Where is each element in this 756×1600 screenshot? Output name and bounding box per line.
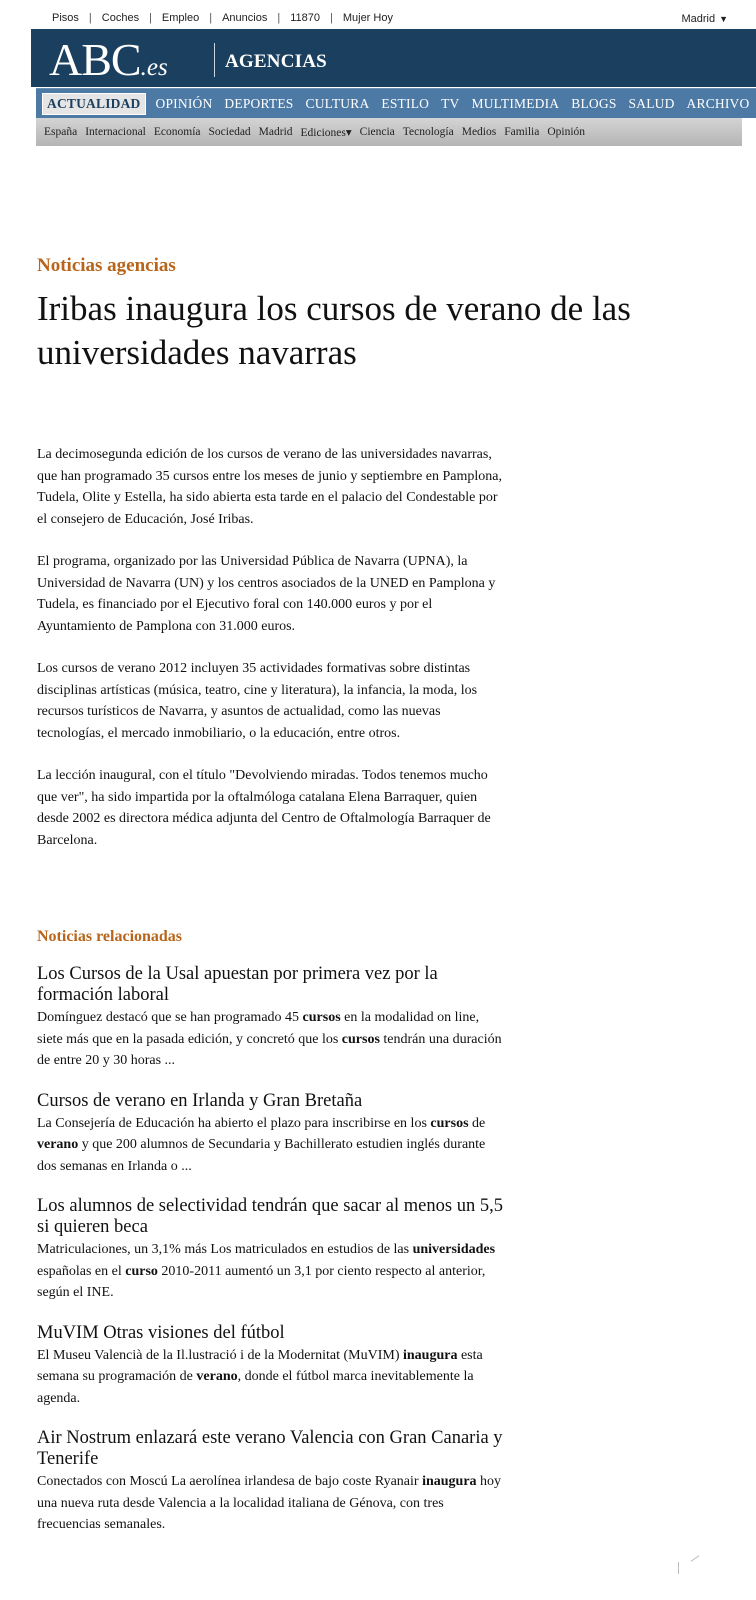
top-link-11870[interactable]: 11870	[290, 12, 320, 24]
divider: |	[329, 12, 333, 24]
top-link-mujer-hoy[interactable]: Mujer Hoy	[342, 12, 393, 24]
related-headline-link[interactable]: Los alumnos de selectividad tendrán que sacar al menos un 5,5 si quieren beca	[37, 1196, 503, 1237]
subnav-item-sociedad[interactable]: Sociedad	[208, 126, 251, 138]
article-paragraph: La lección inaugural, con el título "Devolviendo miradas. Todos tenemos mucho que ver", ha sido impartida por la oftalmóloga catalana Elena Barraquer, quien desde 2002 es directora médica adjunta del Centro de Oftalmología Barraquer de Barcelona.	[37, 768, 491, 848]
snippet-text: , donde el fútbol marca inevitablemente la agenda.	[37, 1369, 474, 1406]
subnav-item-madrid[interactable]: Madrid	[258, 126, 293, 138]
related-item	[37, 1196, 507, 1304]
subnav-item-ediciones[interactable]: Ediciones▾	[300, 127, 352, 139]
snippet-text: españolas en el	[37, 1263, 126, 1279]
nav-item-actualidad[interactable]: ACTUALIDAD	[42, 93, 146, 115]
highlighted-keyword: universidades	[412, 1242, 496, 1257]
related-snippet	[37, 1239, 507, 1304]
snippet-text: tendrán una duración de entre 20 y 30 horas ...	[37, 1031, 502, 1068]
highlighted-keyword: verano	[37, 1137, 79, 1152]
related-snippet	[37, 1113, 507, 1178]
snippet-text: hoy una nueva ruta desde Valencia a la localidad italiana de Génova, con tres frecuencias semanales.	[37, 1474, 502, 1532]
snippet-text: Matriculaciones, un 3,1% más Los matriculados en estudios de las	[37, 1242, 413, 1257]
article-body	[37, 444, 507, 872]
related-news-list	[37, 964, 507, 1555]
main-nav	[36, 88, 756, 118]
masthead	[31, 29, 756, 87]
resize-grip-mark	[691, 1555, 700, 1562]
snippet-text: La Consejería de Educación ha abierto el plazo para inscribirse en los	[37, 1115, 431, 1131]
related-headline-link[interactable]: MuVIM Otras visiones del fútbol	[37, 1322, 285, 1343]
related-headline-link[interactable]: Cursos de verano en Irlanda y Gran Bretaña	[37, 1090, 363, 1111]
region-label: Madrid	[681, 13, 716, 25]
top-link-anuncios[interactable]: Anuncios	[222, 12, 268, 24]
highlighted-keyword: cursos	[341, 1031, 380, 1047]
subnav-item-economia[interactable]: Economía	[153, 126, 201, 138]
related-item	[37, 1428, 507, 1536]
article-kicker: Noticias agencias	[37, 255, 176, 276]
nav-item-archivo[interactable]: ARCHIVO	[686, 95, 750, 111]
subnav-item-tecnologia[interactable]: Tecnología	[402, 126, 454, 138]
subnav-item-ciencia[interactable]: Ciencia	[359, 126, 395, 138]
highlighted-keyword: inaugura	[422, 1474, 477, 1489]
snippet-text: El Museu Valencià de la Il.lustració i de la Modernitat (MuVIM)	[37, 1347, 403, 1363]
snippet-text: y que 200 alumnos de Secundaria y Bachillerato estudien inglés durante dos semanas en Irlanda o ...	[37, 1137, 486, 1174]
logo-suffix: .es	[140, 54, 168, 81]
top-link-empleo[interactable]: Empleo	[161, 12, 200, 24]
highlighted-keyword: curso	[125, 1263, 158, 1279]
snippet-text: Domínguez destacó que se han programado 45	[37, 1010, 303, 1025]
nav-item-salud[interactable]: SALUD	[628, 95, 675, 111]
resize-grip-mark	[678, 1562, 679, 1574]
article-headline: Iribas inaugura los cursos de verano de las universidades navarras	[37, 289, 631, 372]
nav-item-cultura[interactable]: CULTURA	[305, 95, 370, 111]
related-snippet	[37, 1345, 507, 1410]
divider: |	[149, 12, 152, 24]
article-paragraph: La decimosegunda edición de los cursos de verano de las universidades navarras, que han programado 35 cursos entre los meses de junio y septiembre en Pamplona, Tudela, Olite y Estella, ha sido abierta esta tarde en el palacio del Condestable por el consejero de Educación, José Iribas.	[37, 447, 502, 527]
nav-item-opinion[interactable]: OPINIÓN	[155, 95, 213, 111]
nav-item-deportes[interactable]: DEPORTES	[224, 95, 294, 111]
related-news-title: Noticias relacionadas	[37, 928, 183, 945]
snippet-text: 2010-2011 aumentó un 3,1 por ciento respecto al anterior, según el INE.	[37, 1263, 486, 1300]
logo-main: ABC	[49, 34, 141, 85]
nav-item-estilo[interactable]: ESTILO	[381, 95, 430, 111]
masthead-divider	[214, 43, 215, 77]
subnav-item-familia[interactable]: Familia	[504, 126, 540, 138]
subnav-item-opinion[interactable]: Opinión	[547, 126, 586, 138]
chevron-down-icon: ▼	[719, 14, 728, 24]
section-title[interactable]: AGENCIAS	[225, 51, 327, 72]
top-link-coches[interactable]: Coches	[101, 12, 140, 24]
top-link-pisos[interactable]: Pisos	[52, 12, 79, 24]
snippet-text: esta semana su programación de	[37, 1347, 483, 1384]
divider: |	[209, 12, 213, 24]
highlighted-keyword: cursos	[302, 1010, 341, 1025]
subnav-item-internacional[interactable]: Internacional	[85, 126, 146, 138]
region-selector[interactable]	[681, 13, 728, 25]
sub-nav	[36, 118, 742, 146]
related-headline-link[interactable]: Los Cursos de la Usal apuestan por primera vez por la formación laboral	[37, 964, 438, 1005]
snippet-text: en la modalidad on line, siete más que en la pasada edición, y concretó que los	[37, 1010, 480, 1047]
related-item	[37, 1323, 507, 1410]
highlighted-keyword: verano	[196, 1369, 238, 1384]
highlighted-keyword: inaugura	[402, 1347, 458, 1363]
highlighted-keyword: cursos	[430, 1115, 469, 1131]
article-paragraph: Los cursos de verano 2012 incluyen 35 actividades formativas sobre distintas disciplinas artísticas (música, teatro, cine y literatura), la infancia, la moda, los recursos turísticos de Navarra, y asuntos de actualidad, como las nuevas tecnologías, el mercado inmobiliario, o la educación, entre otros.	[37, 661, 478, 741]
nav-item-tv[interactable]: TV	[441, 95, 460, 111]
nav-item-multimedia[interactable]: MULTIMEDIA	[471, 95, 560, 111]
article-paragraph: El programa, organizado por las Universidad Pública de Navarra (UPNA), la Universidad de Navarra (UN) y los centros asociados de la UNED en Pamplona y Tudela, es financiado por el Ejecutivo foral con 140.000 euros y por el Ayuntamiento de Pamplona con 31.000 euros.	[37, 554, 496, 634]
snippet-text: Conectados con Moscú La aerolínea irlandesa de bajo coste Ryanair	[37, 1474, 423, 1489]
subnav-item-espana[interactable]: España	[44, 126, 78, 138]
abc-logo[interactable]	[49, 35, 168, 93]
related-item	[37, 1091, 507, 1178]
top-links	[52, 12, 393, 24]
related-snippet	[37, 1471, 507, 1536]
divider: |	[88, 12, 92, 24]
divider: |	[277, 12, 281, 24]
top-utility-bar	[0, 0, 756, 29]
related-snippet	[37, 1007, 507, 1072]
related-headline-link[interactable]: Air Nostrum enlazará este verano Valencia con Gran Canaria y Tenerife	[37, 1428, 503, 1469]
subnav-item-medios[interactable]: Medios	[461, 126, 497, 138]
related-item	[37, 964, 507, 1072]
nav-item-blogs[interactable]: BLOGS	[571, 95, 617, 111]
snippet-text: de	[468, 1115, 486, 1131]
